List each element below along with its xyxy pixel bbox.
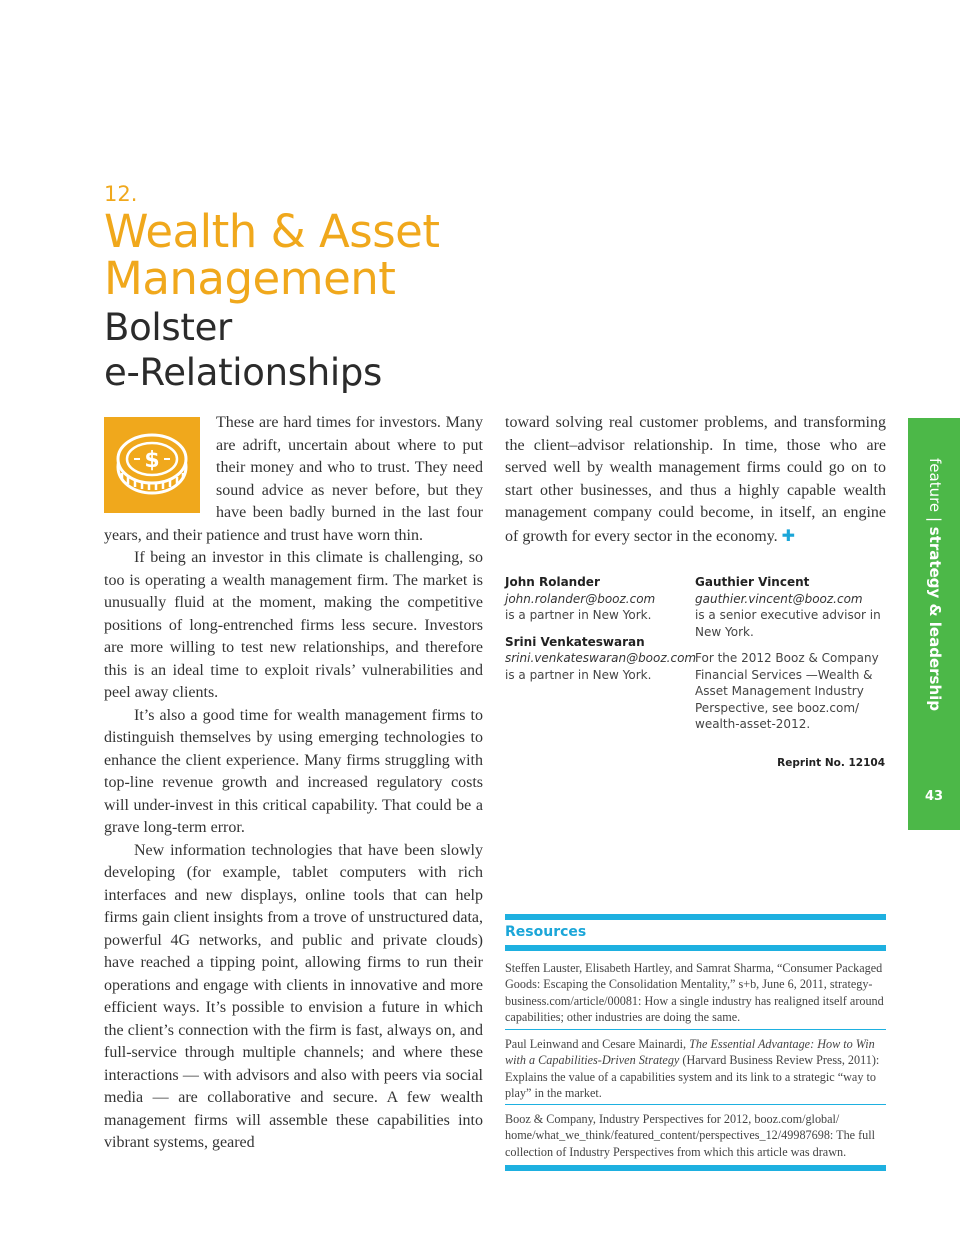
- article-subtitle: [104, 305, 382, 395]
- resources-heading: Resources: [505, 924, 587, 940]
- author-name: Gauthier Vincent: [695, 575, 810, 589]
- author-name: Srini Venkateswaran: [505, 634, 645, 649]
- resource-divider: [505, 1029, 886, 1030]
- paragraph-4-continued-text: toward solving real customer problems, and transforming the client–advisor relationship. In time, those who are served well by wealth management firms could go on to start other businesses, and thus a highly capable wealth management company could become, in itself, an engine of growth for every sector in the economy.: [505, 414, 886, 545]
- author-name: John Rolander: [505, 575, 600, 589]
- svg-text:$: $: [144, 448, 160, 473]
- author-role: is a senior executive advisor in New York.: [695, 608, 881, 639]
- reprint-number: Reprint No. 12104: [777, 757, 885, 769]
- author-role: is a partner in New York.: [505, 608, 652, 622]
- article-title: [104, 205, 440, 305]
- resource-item-3: Booz & Company, Industry Perspectives for 2012, booz.com/global/ home/what_we_think/featured_content/perspectives_12/49987698: The full collection of Industry Perspectives from which this article was drawn.: [505, 1112, 876, 1159]
- end-mark-icon: ✚: [781, 525, 796, 545]
- author-email[interactable]: john.rolander@booz.com: [505, 591, 656, 606]
- paragraph-4: New information technologies that have been slowly developing (for example, tablet computers with rich interfaces and new displays, online tools that can help firms gain client insights from a trove of unstructured data, powerful 4G networks, and public and private clouds) have reached a tipping point, allowing firms to run their operations and engage with clients in innovative and more efficient ways. It’s possible to envision a future in which the client’s connection with the firm is fast, always on, and full-service through multiple channels; and where these interactions — with advisors and also with peers via social media — are collaborative and secure. A few wealth management firms will assemble these capabilities into vibrant systems, geared: [104, 841, 483, 1151]
- paragraph-2: If being an investor in this climate is challenging, so too is operating a wealth management firm. The market is unusually fluid at the moment, making the competitive positions of long-entrenched firms less secure. Investors are more willing to test new relationships, and therefore this is an ideal time to exploit rivals’ vulnerabilities and peel away clients.: [104, 549, 483, 701]
- author-role: is a partner in New York.: [505, 667, 652, 682]
- resources-bottom-rule: [505, 1165, 886, 1171]
- resource-item-2-title: The Essential Advantage: How to Win with a Capabilities-Driven Strategy: [505, 1037, 875, 1068]
- author-email[interactable]: gauthier.vincent@booz.com: [695, 591, 863, 606]
- section-side-tab: [908, 418, 960, 830]
- section-label-bold: strategy & leadership: [926, 526, 944, 712]
- resource-divider: [505, 1104, 886, 1105]
- section-number: 12.: [104, 182, 138, 206]
- resources-heading-rule: [505, 945, 886, 951]
- paragraph-1: These are hard times for investors. Many are adrift, uncertain about where to put their money and who to trust. They need sound advice as never before, but they have been badly burned in the last four years, and their patience and trust have worn thin.: [104, 414, 483, 544]
- title-line-2: Management: [104, 252, 396, 305]
- section-label-light: feature: [926, 458, 944, 513]
- paragraph-4-continued: [505, 412, 886, 548]
- title-line-1: Wealth & Asset: [104, 205, 440, 258]
- author-email[interactable]: srini.venkateswaran@booz.com: [505, 651, 697, 665]
- resources-top-rule: [505, 914, 886, 920]
- industry-perspective-note: For the 2012 Booz & Company Financial Services —Wealth & Asset Management Industry Perspective, see booz.com/ wealth-asset-2012.: [695, 651, 879, 731]
- section-label-separator: |: [926, 516, 944, 522]
- page-number: 43: [924, 789, 944, 804]
- body-column-1: [104, 412, 483, 1155]
- subtitle-line-1: Bolster: [104, 306, 232, 349]
- dollar-coin-icon: [104, 417, 200, 513]
- resource-item-1: Steffen Lauster, Elisabeth Hartley, and Samrat Sharma, “Consumer Packaged Goods: Escaping the Consolidation Mentality,” s+b, June 6, 2011, strategy-business.com/article/00081: How a single industry has realigned itself around capabilities; other industries are doing the same.: [505, 961, 884, 1024]
- authors-right: [695, 574, 885, 733]
- paragraph-3: It’s also a good time for wealth management firms to distinguish themselves by using emerging technologies to enhance the client experience. Many firms struggling with top-line revenue growth and increased regulatory costs will under-invest in this critical capability. That could be a grave long-term error.: [104, 706, 483, 836]
- authors-left: [505, 574, 697, 683]
- resource-item-2-details: (Harvard Business Review Press, 2011): Explains the value of a capabilities system and its link to a strategic “way to play” in the market.: [505, 1053, 880, 1100]
- resource-item-2-authors: Paul Leinwand and Cesare Mainardi,: [505, 1037, 690, 1051]
- section-label: [908, 418, 960, 712]
- subtitle-line-2: e-Relationships: [104, 351, 383, 394]
- body-column-2: [505, 412, 886, 548]
- resource-item-2: [505, 1036, 886, 1101]
